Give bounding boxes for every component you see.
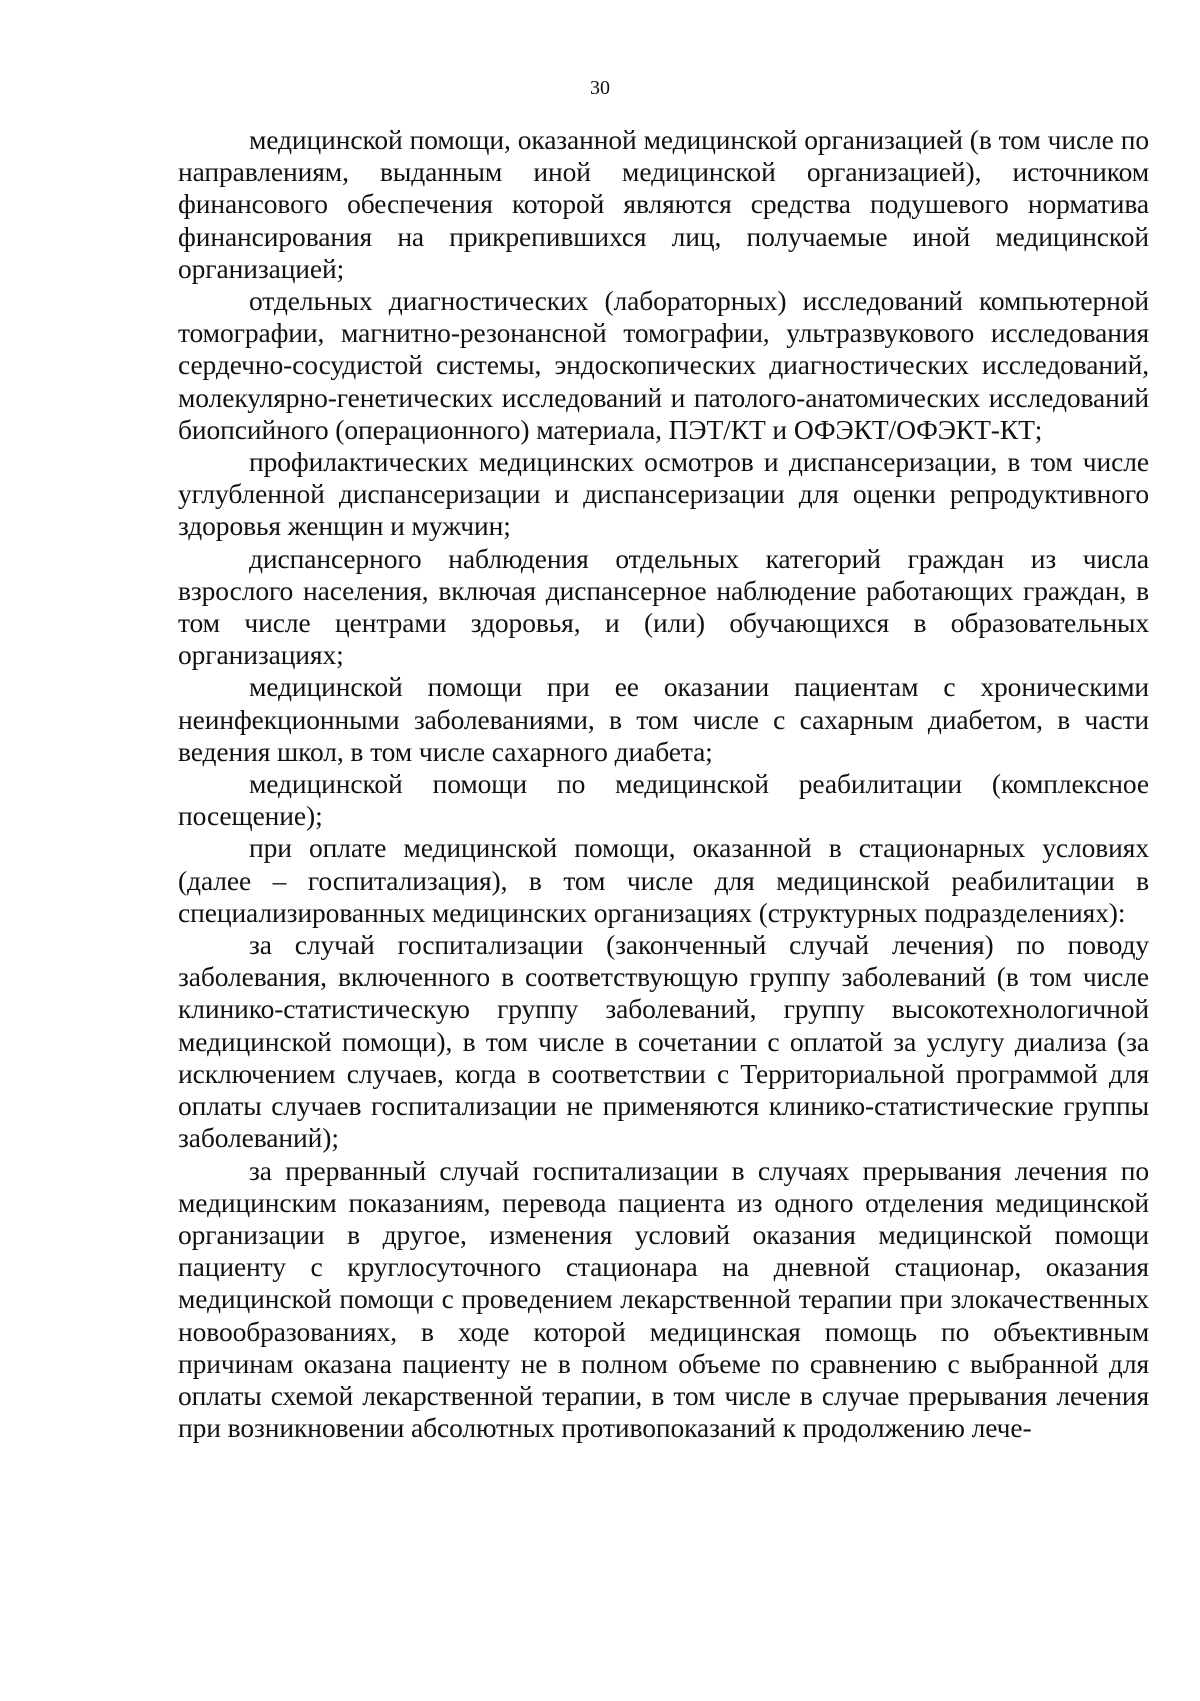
paragraph-1: медицинской помощи, оказанной медицинской организацией (в том числе по направлениям, выданным иной медицинской организацией), источником финансового обеспечения которой являются средства подушевого норматива финансирования на прикрепившихся лиц, получаемые иной медицинской организацией; (178, 124, 1149, 284)
paragraph-5: медицинской помощи при ее оказании пациентам с хроническими неинфекционными заболеваниями, в том числе с сахарным диабетом, в части ведения школ, в том числе сахарного диабета; (178, 671, 1149, 767)
paragraph-9: за прерванный случай госпитализации в случаях прерывания лечения по медицинским показаниям, перевода пациента из одного отделения медицинской организации в другое, изменения условий оказания медицинской помощи пациенту с круглосуточного стационара на дневной стационар, оказания медицинской помощи с проведением лекарственной терапии при злокачественных новообразованиях, в ходе которой медицинская помощь по объективным причинам оказана пациенту не в полном объеме по сравнению с выбранной для оплаты схемой лекарственной терапии, в том числе в случае прерывания лечения при возникновении абсолютных противопоказаний к продолжению лече- (178, 1154, 1149, 1444)
paragraph-7: при оплате медицинской помощи, оказанной в стационарных условиях (далее – госпитализация), в том числе для медицинской реабилитации в специализированных медицинских организациях (структурных подразделениях): (178, 832, 1149, 928)
paragraph-4: диспансерного наблюдения отдельных категорий граждан из числа взрослого населения, включая диспансерное наблюдение работающих граждан, в том числе центрами здоровья, и (или) обучающихся в образовательных организациях; (178, 542, 1149, 671)
document-body (178, 124, 1149, 1444)
paragraph-2: отдельных диагностических (лабораторных) исследований компьютерной томографии, магнитно-резонансной томографии, ультразвукового исследования сердечно-сосудистой системы, эндоскопических диагностических исследований, молекулярно-генетических исследований и патолого-анатомических исследований биопсийного (операционного) материала, ПЭТ/КТ и ОФЭКТ/ОФЭКТ-КТ; (178, 285, 1149, 445)
paragraph-6: медицинской помощи по медицинской реабилитации (комплексное посещение); (178, 768, 1149, 832)
page-number: 30 (590, 77, 610, 99)
paragraph-8: за случай госпитализации (законченный случай лечения) по поводу заболевания, включенного в соответствующую группу заболеваний (в том числе клинико-статистическую группу заболеваний, группу высокотехнологичной медицинской помощи), в том числе в сочетании с оплатой за услугу диализа (за исключением случаев, когда в соответствии с Территориальной программой для оплаты случаев госпитализации не применяются клинико-статистические группы заболеваний); (178, 929, 1149, 1154)
paragraph-3: профилактических медицинских осмотров и диспансеризации, в том числе углубленной диспансеризации и диспансеризации для оценки репродуктивного здоровья женщин и мужчин; (178, 446, 1149, 542)
